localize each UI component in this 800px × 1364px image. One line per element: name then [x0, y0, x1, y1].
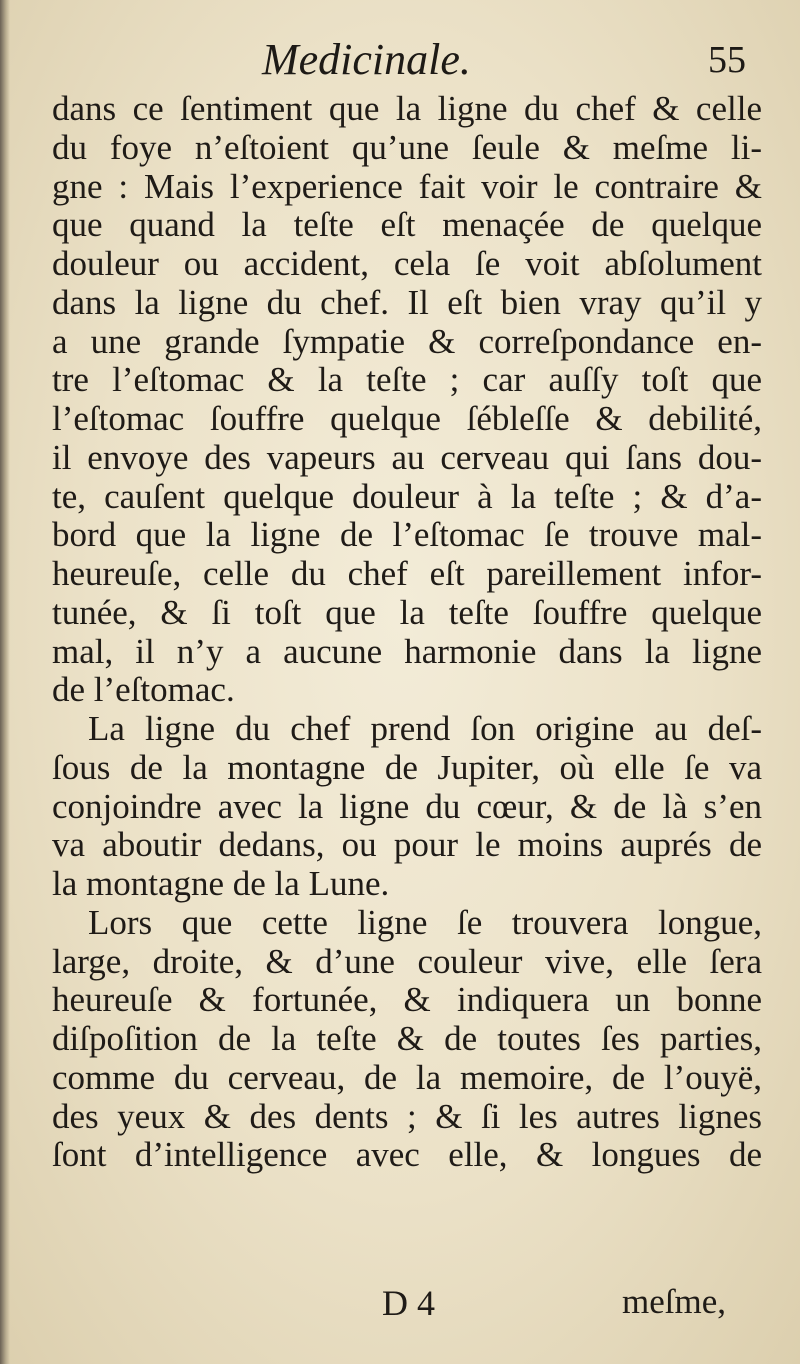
text-line: que quand la teſte eſt menaçée de quelque [52, 206, 762, 245]
text-line: tunée, & ſi toſt que la teſte ſouffre quelque [52, 593, 762, 632]
text-line: bord que la ligne de l’eſtomac ſe trouve mal- [52, 516, 762, 555]
text-line: ſous de la montagne de Jupiter, où elle ſe va [52, 748, 762, 787]
signature-mark: D 4 [382, 1283, 435, 1323]
text-line: conjoindre avec la ligne du cœur, & de là s’en [52, 787, 762, 826]
page-header [0, 30, 800, 90]
text-line: il envoye des vapeurs au cerveau qui ſans dou- [52, 438, 762, 477]
text-line: douleur ou accident, cela ſe voit abſolument [52, 245, 762, 283]
text-line: large, droite, & d’une couleur vive, elle ſera [52, 942, 762, 981]
text-line: dans ce ſentiment que la ligne du chef & celle [52, 90, 762, 128]
text-line: du foye n’eſtoient qu’une ſeule & meſme li- [52, 128, 762, 167]
catchword: meſme, [622, 1282, 726, 1321]
text-line: ſont d’intelligence avec elle, & longues de [52, 1136, 762, 1175]
text-line: Lors que cette ligne ſe trouvera longue, [88, 903, 762, 942]
text-line: l’eſtomac ſouffre quelque ſébleſſe & debilité, [52, 400, 762, 438]
text-line: heureuſe & fortunée, & indiquera un bonne [52, 981, 762, 1020]
text-line: des yeux & des dents ; & ſi les autres lignes [52, 1097, 762, 1136]
text-line: tre l’eſtomac & la teſte ; car auſſy toſt que [52, 361, 762, 400]
text-line: de l’eſtomac. [52, 671, 235, 710]
text-line: mal, il n’y a aucune harmonie dans la ligne [52, 632, 762, 671]
body-text [52, 90, 762, 1175]
text-line: gne : Mais l’experience fait voir le contraire & [52, 167, 762, 206]
page-number: 55 [708, 39, 746, 81]
text-line: La ligne du chef prend ſon origine au deſ- [88, 710, 762, 748]
text-line: a une grande ſympatie & correſpondance en- [52, 322, 762, 361]
text-line: comme du cerveau, de la memoire, de l’ouyë, [52, 1058, 762, 1097]
text-line: dans la ligne du chef. Il eſt bien vray qu’il y [52, 283, 762, 322]
text-line: diſpoſition de la teſte & de toutes ſes parties, [52, 1020, 762, 1058]
page-footer [0, 1282, 800, 1332]
text-line: heureuſe, celle du chef eſt pareillement infor- [52, 555, 762, 593]
text-line: la montagne de la Lune. [52, 865, 390, 903]
running-title: Medicinale. [262, 35, 471, 84]
text-line: te, cauſent quelque douleur à la teſte ; & d’a- [52, 477, 762, 516]
text-line: va aboutir dedans, ou pour le moins auprés de [52, 826, 762, 865]
